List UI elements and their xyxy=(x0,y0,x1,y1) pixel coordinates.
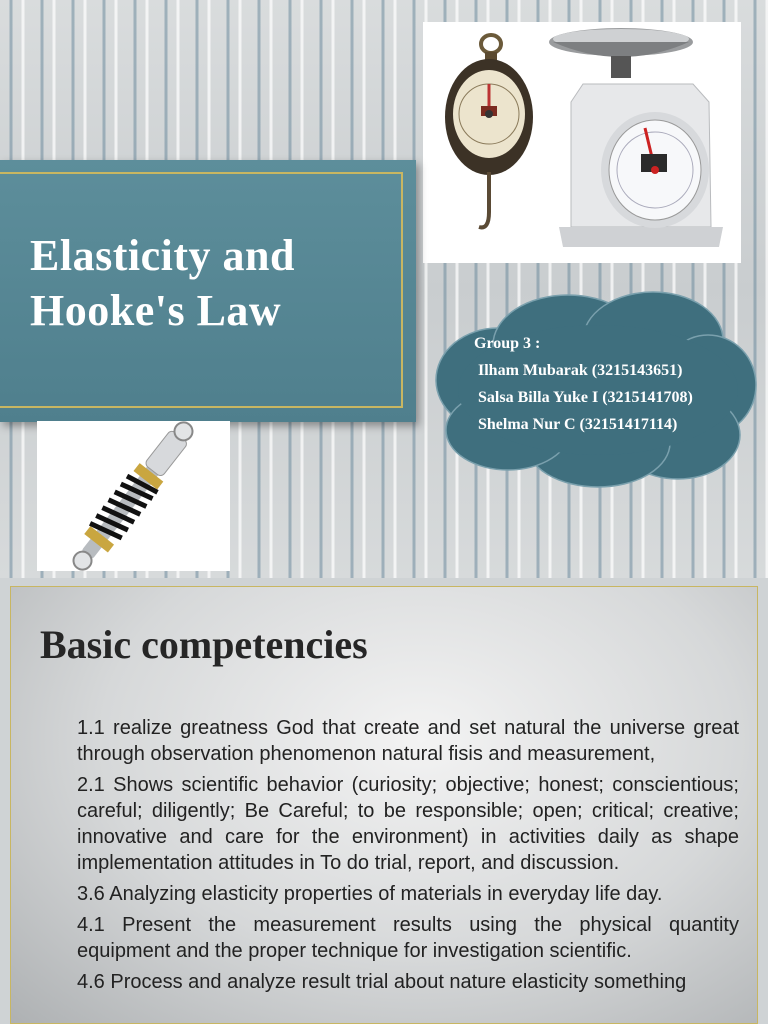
competency-item: 4.6 Process and analyze result trial about nature elasticity something xyxy=(77,971,687,993)
competency-item: 2.1 Shows scientific behavior (curiosity; objective; honest; conscientious; careful; diligently; Be Careful; to be responsible; open; critical; creative; innovative and care for the environment) in activities daily as shape implementation attitudes in To do trial, report, and discussion. xyxy=(77,774,739,874)
shock-absorber-icon xyxy=(37,421,230,571)
hanging-scale-icon xyxy=(445,35,533,227)
competencies-list xyxy=(77,715,739,1000)
competencies-heading: Basic competencies xyxy=(40,622,368,667)
kitchen-scale-icon xyxy=(549,28,723,247)
scales-photo xyxy=(423,22,741,263)
slide-title xyxy=(30,228,410,338)
spring-photo xyxy=(37,421,230,571)
group-member: Shelma Nur C (32151417114) xyxy=(478,416,678,433)
title-line-1: Elasticity and xyxy=(30,231,295,280)
competency-item: 1.1 realize greatness God that create and set natural the universe great through observation phenomenon natural fisis and measurement, xyxy=(77,717,739,765)
group-heading: Group 3 : xyxy=(474,335,541,352)
group-members xyxy=(474,330,764,438)
title-line-2: Hooke's Law xyxy=(30,286,282,335)
competency-item: 4.1 Present the measurement results using the physical quantity equipment and the proper technique for investigation scientific. xyxy=(77,914,739,962)
scales-illustration xyxy=(423,22,741,263)
competencies-slide xyxy=(10,586,758,1024)
competency-item: 3.6 Analyzing elasticity properties of materials in everyday life day. xyxy=(77,883,663,905)
group-member: Ilham Mubarak (3215143651) xyxy=(478,362,683,379)
group-member: Salsa Billa Yuke I (3215141708) xyxy=(478,389,693,406)
